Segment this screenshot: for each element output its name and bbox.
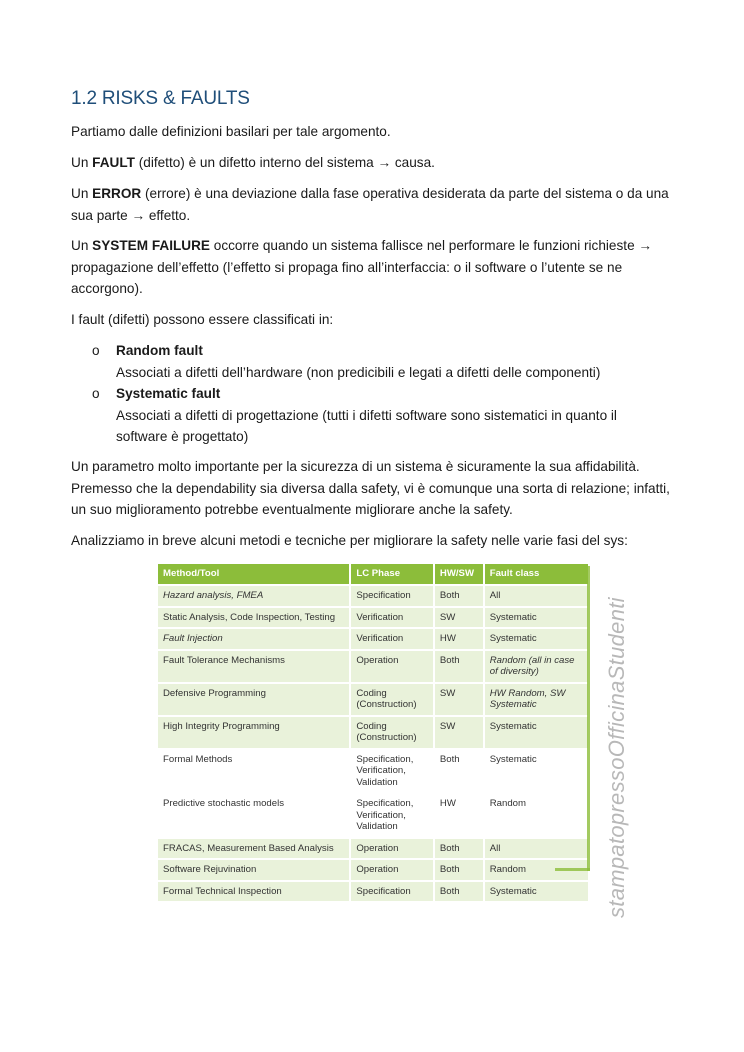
- table-cell: Both: [434, 749, 484, 794]
- table-cell: Software Rejuvination: [158, 859, 350, 881]
- paragraph-intro: Partiamo dalle definizioni basilari per tale argomento.: [71, 124, 391, 139]
- term-fault: FAULT: [92, 155, 135, 170]
- table-cell: Both: [434, 859, 484, 881]
- table-cell: Fault Tolerance Mechanisms: [158, 650, 350, 683]
- table-shadow-bar: [587, 566, 590, 871]
- table-row: [158, 838, 589, 860]
- table-row: [158, 793, 589, 838]
- paragraph-methods-intro: Analizziamo in breve alcuni metodi e tecniche per migliorare la safety nelle varie fasi del sys:: [71, 533, 628, 548]
- table-cell: Defensive Programming: [158, 683, 350, 716]
- table-row: [158, 607, 589, 629]
- table-cell: Fault Injection: [158, 628, 350, 650]
- table-cell: Operation: [350, 838, 434, 860]
- table-row: [158, 881, 589, 902]
- bullet-icon: o: [92, 386, 100, 401]
- methods-table: [158, 564, 590, 901]
- header-fault-class: Fault class: [484, 564, 589, 585]
- list-item-desc: Associati a difetti di progettazione (tutti i difetti software sono sistematici in quanto il software è progettato): [116, 407, 617, 444]
- list-item: [92, 383, 672, 448]
- table-cell: HW: [434, 793, 484, 838]
- list-item-title: Random fault: [116, 343, 203, 358]
- table-row: [158, 628, 589, 650]
- table-row: [158, 716, 589, 749]
- table-cell: FRACAS, Measurement Based Analysis: [158, 838, 350, 860]
- paragraph-system-failure: Un SYSTEM FAILURE occorre quando un sistema fallisce nel performare le funzioni richieste → propagazione dell’effetto (l’effetto si propaga fino all’interfaccia: o il software o l’utente se ne accorgono).: [71, 238, 652, 296]
- table-row: [158, 585, 589, 607]
- table-cell: High Integrity Programming: [158, 716, 350, 749]
- table-cell: HW Random, SW Systematic: [484, 683, 589, 716]
- list-item-desc: Associati a difetti dell’hardware (non predicibili e legati a difetti delle componenti): [116, 364, 601, 380]
- header-method: Method/Tool: [158, 564, 350, 585]
- table-cell: Systematic: [484, 881, 589, 902]
- paragraph-dependability: Un parametro molto importante per la sicurezza di un sistema è sicuramente la sua affidabilità. Premesso che la dependability sia diversa dalla safety, vi è comunque una sorta di relazione; infatti, un suo miglioramento potrebbe eventualmente migliorare anche la safety.: [71, 459, 670, 517]
- term-error: ERROR: [92, 186, 142, 201]
- header-hw-sw: HW/SW: [434, 564, 484, 585]
- section-heading: 1.2 RISKS & FAULTS: [71, 88, 250, 109]
- table-cell: HW: [434, 628, 484, 650]
- table-cell: Random: [484, 859, 589, 881]
- table-row: [158, 650, 589, 683]
- table-cell: Systematic: [484, 607, 589, 629]
- table-cell: Systematic: [484, 749, 589, 794]
- fault-types-list: [92, 340, 672, 448]
- table-cell: SW: [434, 716, 484, 749]
- table-cell: Random: [484, 793, 589, 838]
- term-system-failure: SYSTEM FAILURE: [92, 238, 210, 253]
- table-cell: Verification: [350, 607, 434, 629]
- table-cell: Both: [434, 881, 484, 902]
- table-cell: Systematic: [484, 716, 589, 749]
- paragraph-error: Un ERROR (errore) è una deviazione dalla fase operativa desiderata da parte del sistema o da una sua parte → effetto.: [71, 186, 669, 223]
- table-cell: Verification: [350, 628, 434, 650]
- table-row: [158, 749, 589, 794]
- table-cell: Specification: [350, 881, 434, 902]
- table-header-row: [158, 564, 589, 585]
- list-item: [92, 340, 672, 383]
- table-cell: SW: [434, 607, 484, 629]
- table-cell: Static Analysis, Code Inspection, Testing: [158, 607, 350, 629]
- table-cell: Specification, Verification, Validation: [350, 793, 434, 838]
- paragraph-fault: Un FAULT (difetto) è un difetto interno del sistema → causa.: [71, 155, 435, 170]
- table-cell: Both: [434, 650, 484, 683]
- table-cell: Coding (Construction): [350, 683, 434, 716]
- table-row: [158, 859, 589, 881]
- table-cell: All: [484, 838, 589, 860]
- table-cell: All: [484, 585, 589, 607]
- table-cell: Predictive stochastic models: [158, 793, 350, 838]
- watermark-text: stampatopressoOfficinaStudenti: [604, 597, 629, 918]
- list-item-title: Systematic fault: [116, 386, 221, 401]
- table-cell: Both: [434, 585, 484, 607]
- table-cell: Formal Technical Inspection: [158, 881, 350, 902]
- table-cell: Systematic: [484, 628, 589, 650]
- bullet-icon: o: [92, 343, 100, 358]
- table-row: [158, 683, 589, 716]
- table-cell: Operation: [350, 650, 434, 683]
- table-cell: Hazard analysis, FMEA: [158, 585, 350, 607]
- table-cell: Specification, Verification, Validation: [350, 749, 434, 794]
- header-lc-phase: LC Phase: [350, 564, 434, 585]
- paragraph-classification: I fault (difetti) possono essere classificati in:: [71, 312, 334, 327]
- table-cell: Operation: [350, 859, 434, 881]
- table-cell: SW: [434, 683, 484, 716]
- table-cell: Both: [434, 838, 484, 860]
- table-cell: Specification: [350, 585, 434, 607]
- table-shadow-bar: [555, 868, 590, 871]
- table-cell: Coding (Construction): [350, 716, 434, 749]
- table-cell: Random (all in case of diversity): [484, 650, 589, 683]
- table-cell: Formal Methods: [158, 749, 350, 794]
